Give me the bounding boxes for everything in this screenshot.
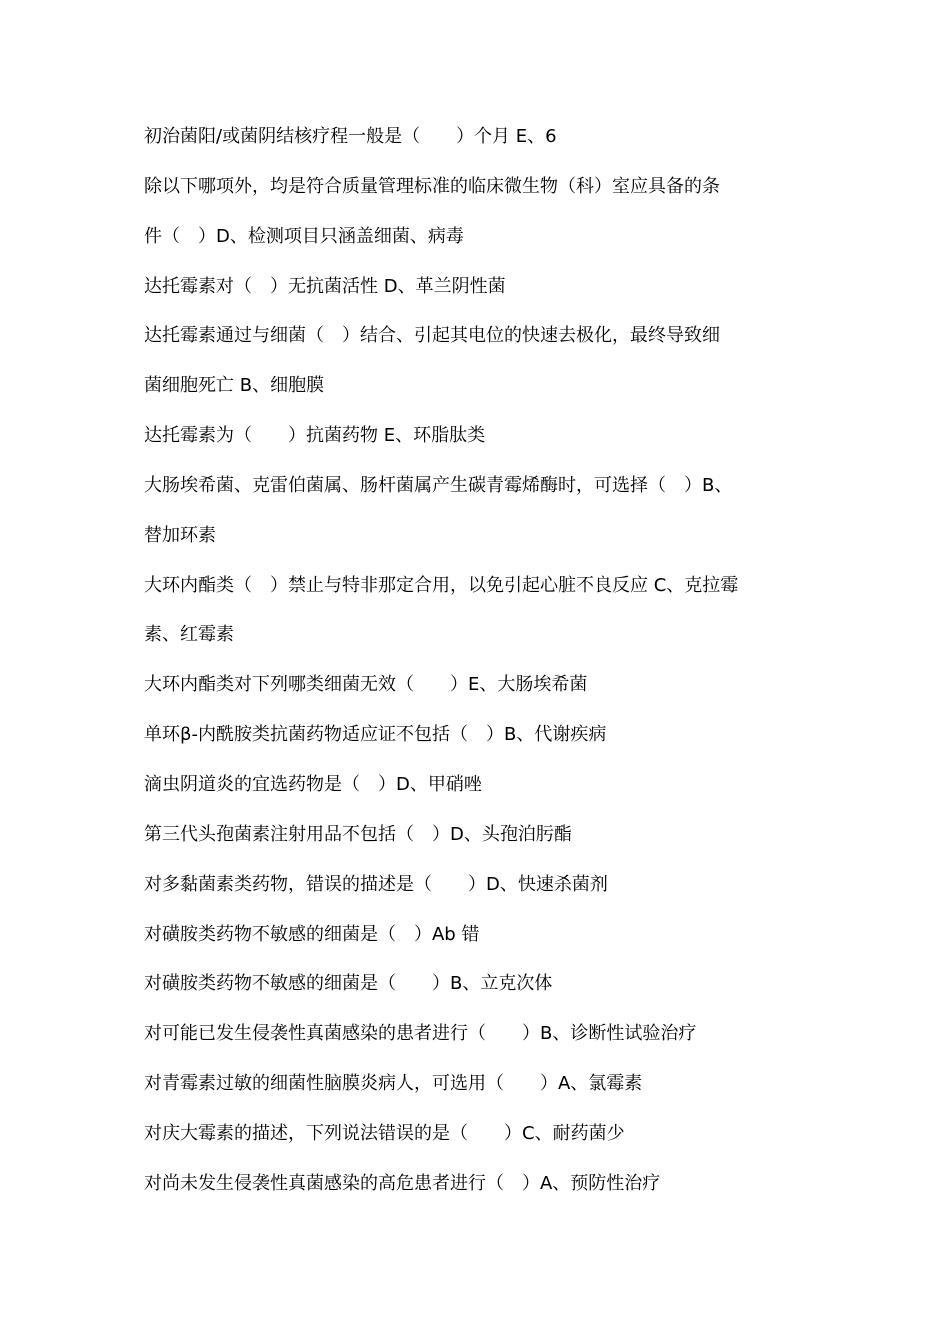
- text-line: 菌细胞死亡 B、细胞膜: [144, 375, 325, 397]
- text-line: 件（ ）D、检测项目只涵盖细菌、病毒: [144, 225, 464, 247]
- text-line: 达托霉素通过与细菌（ ）结合、引起其电位的快速去极化，最终导致细: [144, 325, 720, 347]
- text-line: 滴虫阴道炎的宜选药物是（ ）D、甲硝唑: [144, 773, 482, 795]
- text-line: 对多黏菌素类药物，错误的描述是（ ）D、快速杀菌剂: [144, 873, 608, 895]
- text-line: 对青霉素过敏的细菌性脑膜炎病人，可选用（ ）A、氯霉素: [144, 1073, 643, 1095]
- text-line: 大环内酯类对下列哪类细菌无效（ ）E、大肠埃希菌: [144, 674, 588, 696]
- text-line: 第三代头孢菌素注射用品不包括（ ）D、头孢泊肟酯: [144, 823, 572, 845]
- text-line: 替加环素: [144, 524, 216, 546]
- document-body: [144, 112, 814, 1209]
- text-line: 对庆大霉素的描述，下列说法错误的是（ ）C、耐药菌少: [144, 1122, 625, 1144]
- text-line: 大环内酯类（ ）禁止与特非那定合用，以免引起心脏不良反应 C、克拉霉: [144, 574, 739, 596]
- text-line: 对尚未发生侵袭性真菌感染的高危患者进行（ ）A、预防性治疗: [144, 1172, 661, 1194]
- text-line: 大肠埃希菌、克雷伯菌属、肠杆菌属产生碳青霉烯酶时，可选择（ ）B、: [144, 474, 733, 496]
- text-line: 达托霉素为（ ）抗菌药物 E、环脂肽类: [144, 425, 486, 447]
- text-line: 除以下哪项外，均是符合质量管理标准的临床微生物（科）室应具备的条: [144, 175, 720, 197]
- text-line: 单环β-内酰胺类抗菌药物适应证不包括（ ）B、代谢疾病: [144, 724, 607, 746]
- text-line: 初治菌阳/或菌阴结核疗程一般是（ ）个月 E、6: [144, 126, 557, 147]
- text-line: 对磺胺类药物不敏感的细菌是（ ）B、立克次体: [144, 973, 553, 995]
- text-line: 素、红霉素: [144, 624, 234, 646]
- text-line: 对可能已发生侵袭性真菌感染的患者进行（ ）B、诊断性试验治疗: [144, 1023, 697, 1045]
- text-line: 对磺胺类药物不敏感的细菌是（ ）Ab 错: [144, 923, 480, 945]
- text-line: 达托霉素对（ ）无抗菌活性 D、革兰阴性菌: [144, 275, 506, 297]
